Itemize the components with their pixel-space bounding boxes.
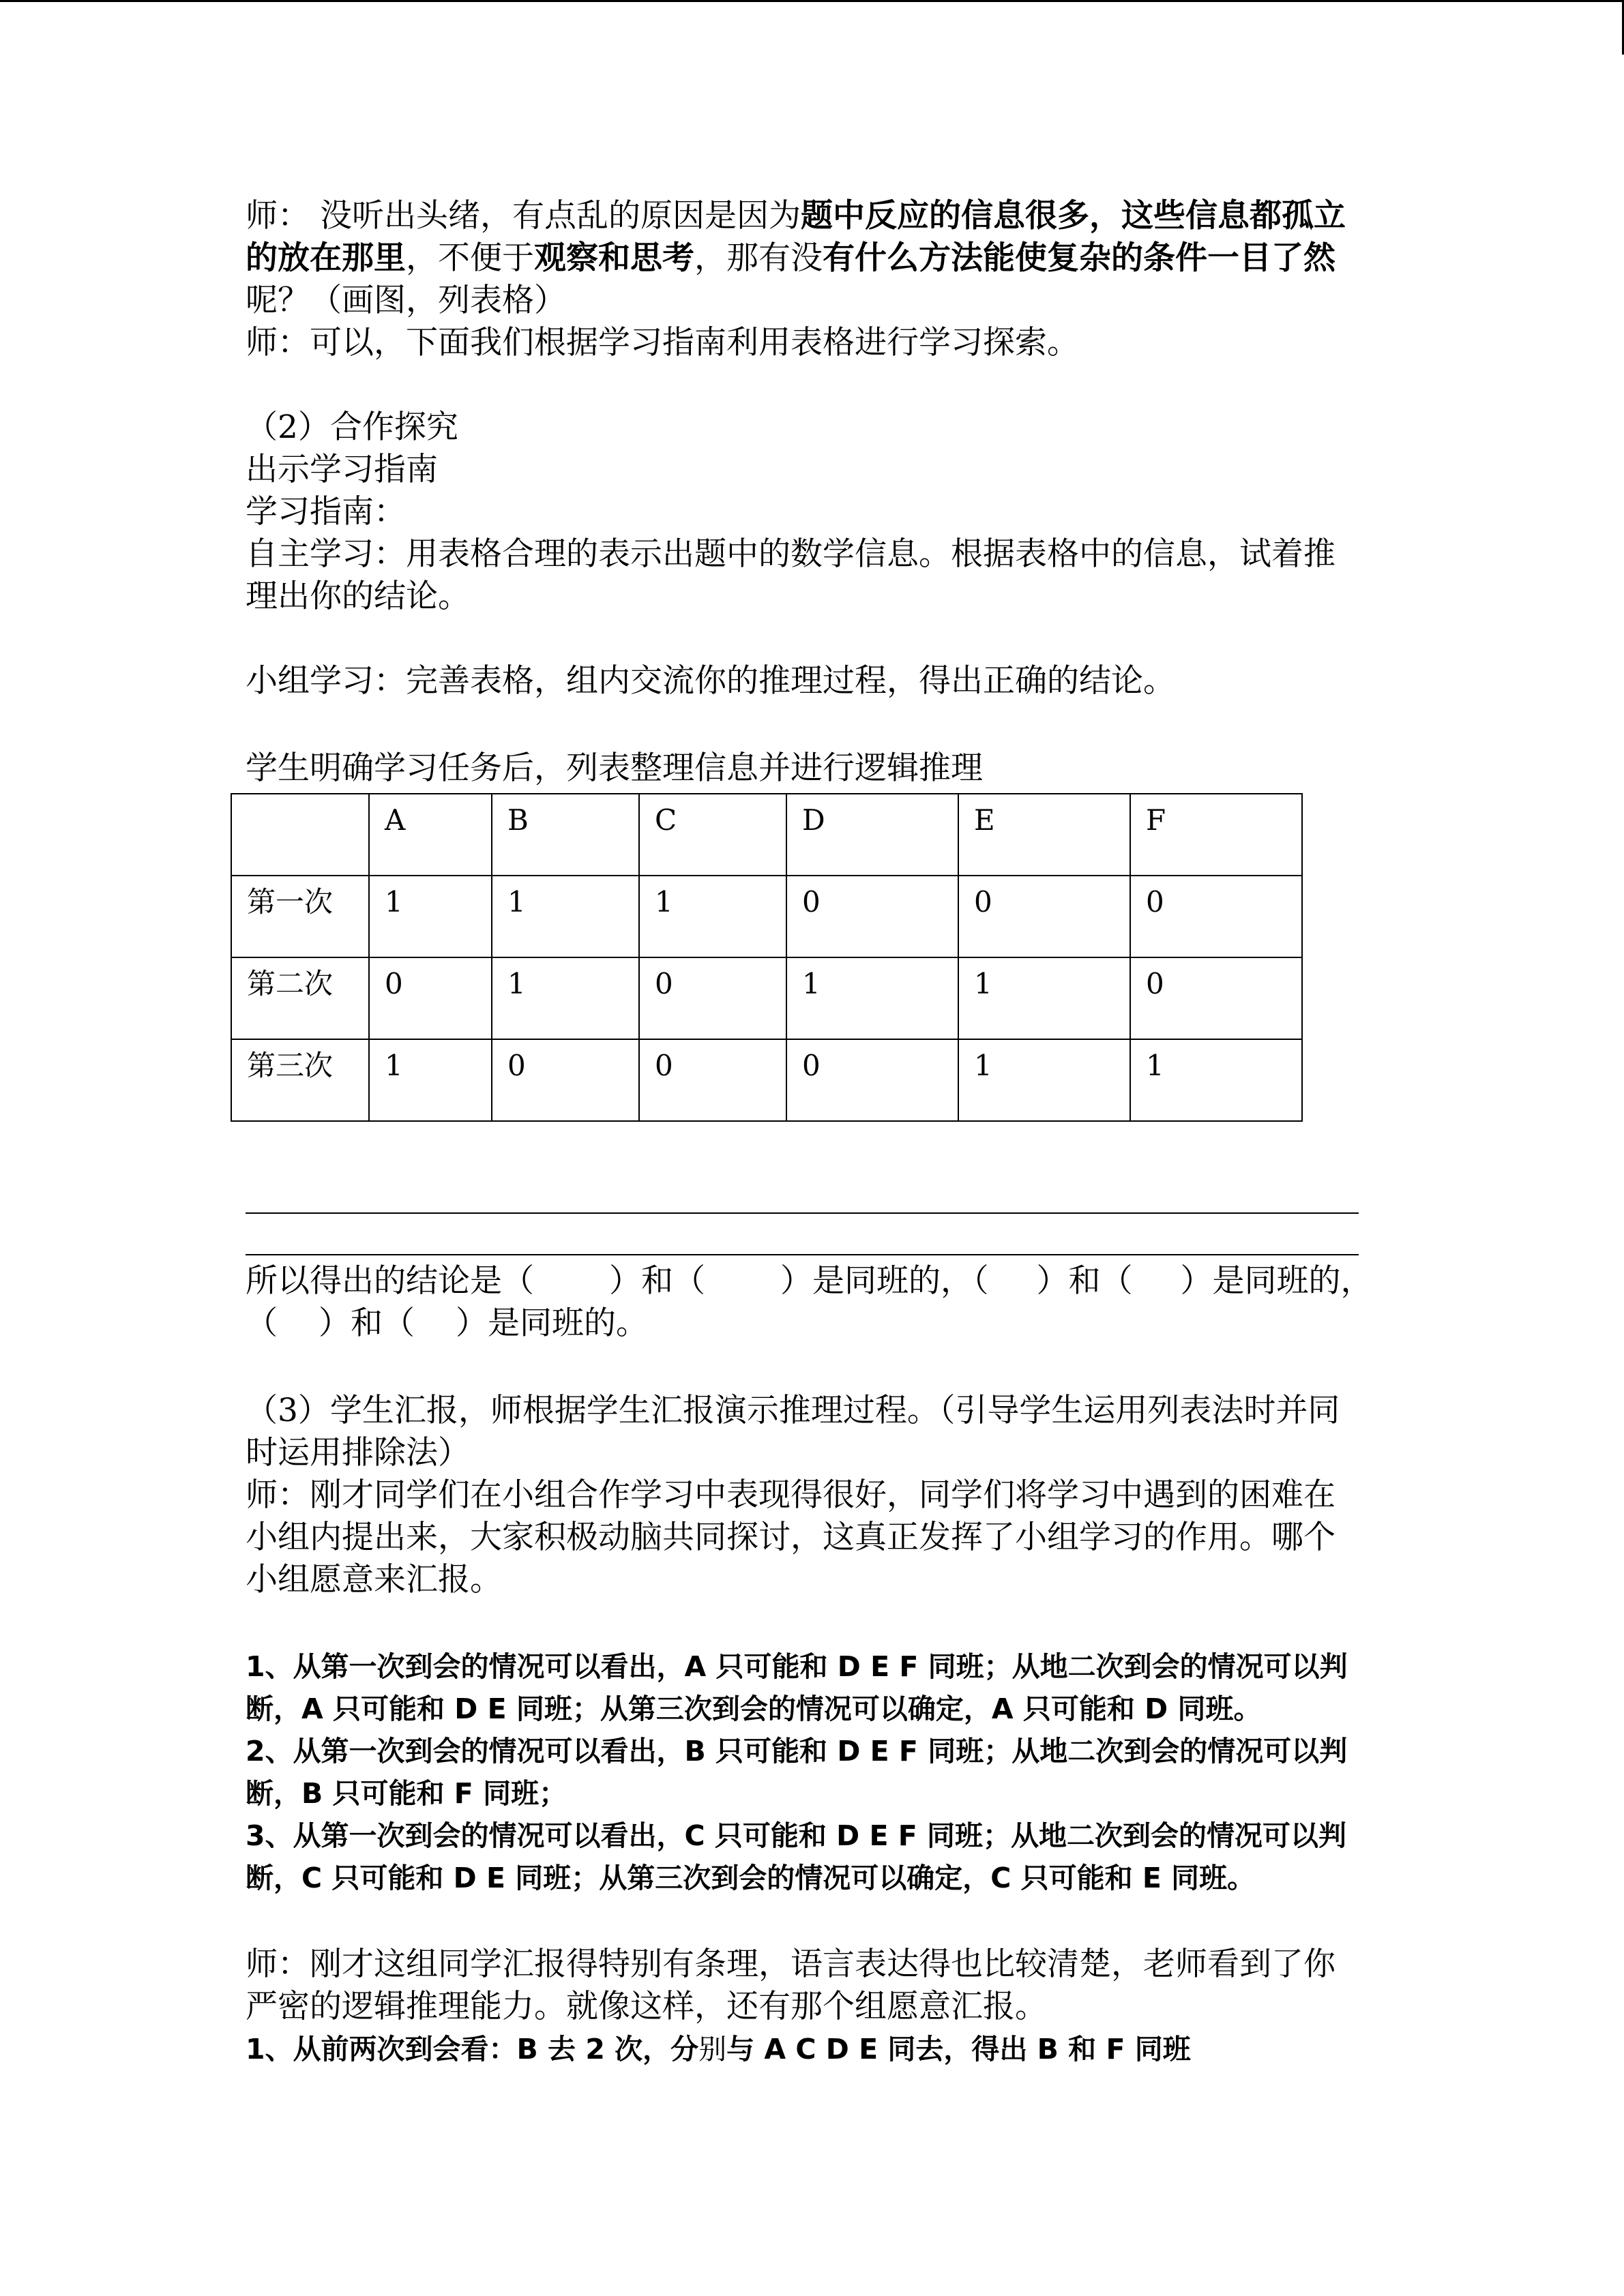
section-2-show: 出示学习指南 xyxy=(246,451,438,488)
table-header-cell: D xyxy=(786,794,958,876)
conclusion-line-1: 所以得出的结论是（ ）和（ ）是同班的，（ ）和（ ）是同班的， xyxy=(246,1262,1373,1300)
closing-line-2: 严密的逻辑推理能力。就像这样，还有那个组愿意汇报。 xyxy=(246,1988,1047,2025)
conclusion-line-2: （ ）和（ ）是同班的。 xyxy=(246,1304,648,1342)
answer-line xyxy=(246,1212,1359,1214)
page-top-border xyxy=(0,0,1624,2)
table-cell: 1 xyxy=(958,957,1130,1039)
report-line: 断，A 只可能和 D E 同班；从第三次到会的情况可以确定，A 只可能和 D 同班。 xyxy=(246,1693,1262,1725)
table-cell: 1 xyxy=(786,957,958,1039)
table-cell: 1 xyxy=(958,1039,1130,1121)
table-row-label: 第一次 xyxy=(231,876,369,957)
table-cell: 0 xyxy=(786,876,958,957)
report-line: 断，B 只可能和 F 同班； xyxy=(246,1777,567,1810)
self-study-line-1: 自主学习：用表格合理的表示出题中的数学信息。根据表格中的信息，试着推 xyxy=(246,535,1335,573)
intro-line-1: 师： 没听出头绪，有点乱的原因是因为题中反应的信息很多，这些信息都孤立 xyxy=(246,197,1346,235)
intro-line-2: 的放在那里，不便于观察和思考，那有没有什么方法能使复杂的条件一目了然 xyxy=(246,239,1335,277)
answer-line xyxy=(246,1254,1359,1255)
report-line: 断，C 只可能和 D E 同班；从第三次到会的情况可以确定，C 只可能和 E 同班。 xyxy=(246,1862,1256,1894)
table-row-label: 第二次 xyxy=(231,957,369,1039)
section-2-heading: （2）合作探究 xyxy=(246,408,458,446)
table-cell: 0 xyxy=(1130,876,1302,957)
section-3-line-3: 师：刚才同学们在小组合作学习中表现得很好，同学们将学习中遇到的困难在 xyxy=(246,1476,1335,1514)
table-cell: 0 xyxy=(639,1039,786,1121)
table-cell: 0 xyxy=(492,1039,639,1121)
intro-line-4: 师：可以，下面我们根据学习指南利用表格进行学习探索。 xyxy=(246,324,1079,361)
table-row xyxy=(231,957,1302,1039)
table-header-cell: A xyxy=(369,794,492,876)
table-header-cell: F xyxy=(1130,794,1302,876)
table-header-cell: E xyxy=(958,794,1130,876)
task-line: 学生明确学习任务后，列表整理信息并进行逻辑推理 xyxy=(246,749,983,787)
report-line: 3、从第一次到会的情况可以看出，C 只可能和 D E F 同班；从地二次到会的情况可以判 xyxy=(246,1819,1347,1852)
table-row xyxy=(231,876,1302,957)
section-3-line-4: 小组内提出来，大家积极动脑共同探讨，这真正发挥了小组学习的作用。哪个 xyxy=(246,1519,1335,1556)
table-cell: 1 xyxy=(369,1039,492,1121)
report-line: 1、从第一次到会的情况可以看出，A 只可能和 D E F 同班；从地二次到会的情况可以判 xyxy=(246,1650,1348,1683)
table-row-label: 第三次 xyxy=(231,1039,369,1121)
table-header-cell xyxy=(231,794,369,876)
table-header-cell: B xyxy=(492,794,639,876)
table-cell: 1 xyxy=(1130,1039,1302,1121)
table-cell: 0 xyxy=(786,1039,958,1121)
self-study-line-2: 理出你的结论。 xyxy=(246,578,470,615)
section-3-line-1: （3）学生汇报，师根据学生汇报演示推理过程。（引导学生运用列表法时并同 xyxy=(246,1392,1340,1429)
table-cell: 1 xyxy=(492,876,639,957)
table-cell: 0 xyxy=(958,876,1130,957)
table-cell: 1 xyxy=(639,876,786,957)
table-header-row xyxy=(231,794,1302,876)
report-line: 2、从第一次到会的情况可以看出，B 只可能和 D E F 同班；从地二次到会的情况可以判 xyxy=(246,1735,1348,1768)
intro-line-3: 呢？（画图，列表格） xyxy=(246,282,566,319)
table-cell: 1 xyxy=(492,957,639,1039)
table-cell: 0 xyxy=(1130,957,1302,1039)
closing-line-1: 师：刚才这组同学汇报得特别有条理，语言表达得也比较清楚，老师看到了你 xyxy=(246,1945,1335,1983)
section-3-line-5: 小组愿意来汇报。 xyxy=(246,1561,502,1598)
guide-heading: 学习指南： xyxy=(246,493,406,531)
table-cell: 1 xyxy=(369,876,492,957)
closing-line-3: 1、从前两次到会看：B 去 2 次，分别与 A C D E 同去，得出 B 和 F 同班 xyxy=(246,2033,1191,2066)
group-study-line: 小组学习：完善表格，组内交流你的推理过程，得出正确的结论。 xyxy=(246,662,1175,700)
section-3-line-2: 时运用排除法） xyxy=(246,1434,470,1472)
table-cell: 0 xyxy=(639,957,786,1039)
table-row xyxy=(231,1039,1302,1121)
table-cell: 0 xyxy=(369,957,492,1039)
table-header-cell: C xyxy=(639,794,786,876)
attendance-table xyxy=(231,793,1303,1122)
